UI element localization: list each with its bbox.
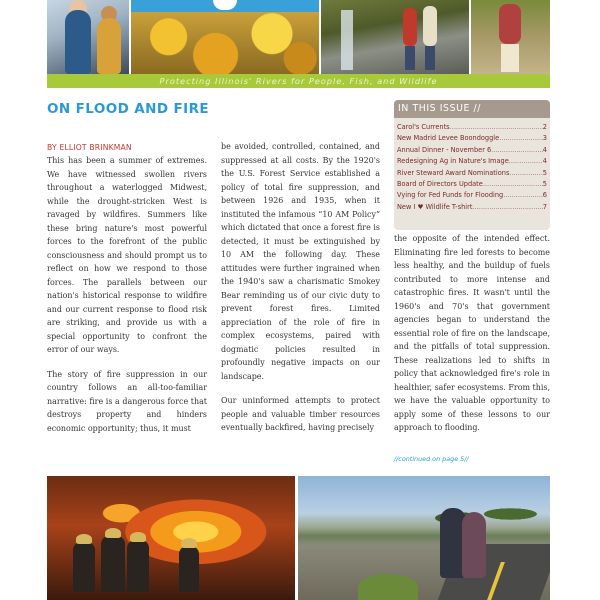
issue-item-page: 6 <box>542 191 547 200</box>
issue-item-river-steward-award[interactable] <box>397 168 547 179</box>
issue-item-board-update[interactable] <box>397 179 547 190</box>
article-column-1 <box>47 154 207 446</box>
paragraph: be avoided, controlled, contained, and suppressed at all costs. By the 1920's the U.S. Forest Service established a policy of total fire suppression, and between 1926 and 1935, when it instituted the infamous “10 AM Policy” which dictated that once a forest fire is detected, it must be extinguished by 10 AM the following day. These attitudes were further ingrained when the 1940's saw a charismatic Smokey Bear reminding us of our civic duty to prevent forest fires. Limited appreciation of the role of fire in complex ecosystems, paired with dogmatic policies resulted in profoundly negative impacts on our landscape. <box>221 142 380 381</box>
issue-item-page: 7 <box>542 202 547 211</box>
issue-item-label: New Madrid Levee Boondoggle <box>397 134 500 143</box>
tagline-bar <box>47 74 550 88</box>
in-this-issue-box <box>394 100 550 230</box>
issue-item-label: Carol's Currents <box>397 123 450 131</box>
wildfire-firefighters-photo <box>47 476 295 600</box>
children-at-river-photo <box>47 0 129 74</box>
bottom-photo-row <box>47 476 550 600</box>
issue-item-page: 2 <box>542 123 547 131</box>
issue-item-redesigning-ag[interactable] <box>397 156 547 167</box>
in-this-issue-title: IN THIS ISSUE // <box>398 103 481 114</box>
article-column-2 <box>221 140 380 446</box>
paragraph: Our uninformed attempts to protect people and valuable timber resources eventually backfired, having precisely <box>221 396 380 432</box>
issue-item-page: 4 <box>542 157 547 166</box>
hikers-waterfall-photo <box>321 0 469 74</box>
issue-item-page: 3 <box>542 134 547 143</box>
issue-item-label: River Steward Award Nominations <box>397 168 510 177</box>
flooded-road-photo <box>298 476 550 600</box>
autumn-leaves-photo <box>131 0 319 74</box>
article-headline: ON FLOOD AND FIRE <box>47 101 209 117</box>
tagline: Protecting Illinois' Rivers for People, Fish, and Wildlife <box>159 76 438 86</box>
issue-item-label: Board of Directors Update <box>397 179 483 188</box>
issue-item-page: 5 <box>542 179 547 188</box>
article-column-3 <box>394 232 550 446</box>
issue-item-new-madrid-levee[interactable] <box>397 133 547 144</box>
issue-item-page: 4 <box>542 145 547 154</box>
issue-item-carols-currents[interactable] <box>397 122 547 133</box>
issue-item-fed-funds[interactable] <box>397 190 547 201</box>
issue-item-label: Vying for Fed Funds for Flooding <box>397 191 504 200</box>
hiker-trail-photo <box>471 0 550 74</box>
paragraph: The story of fire suppression in our country follows an all-too-familiar narrative: fire is a dangerous force that destroys property and hinders economic opportunity; thus, it must <box>47 369 207 433</box>
header-photo-strip <box>47 0 550 74</box>
issue-item-label: New I ♥ Wildlife T-shirt <box>397 202 473 211</box>
issue-item-label: Redesigning Ag in Nature's Image <box>397 157 509 166</box>
in-this-issue-list <box>397 122 547 213</box>
issue-item-wildlife-tshirt[interactable] <box>397 202 547 213</box>
continued-link[interactable]: //continued on page 5// <box>394 455 469 463</box>
article-byline: BY ELLIOT BRINKMAN <box>47 143 132 152</box>
issue-item-label: Annual Dinner - November 6 <box>397 145 492 154</box>
in-this-issue-header <box>394 100 550 118</box>
issue-item-annual-dinner[interactable] <box>397 145 547 156</box>
issue-item-page: 5 <box>542 168 547 177</box>
paragraph: the opposite of the intended effect. Eliminating fire led forests to become less healthy, and the buildup of fuels contributed to more intense and catastrophic fires. It wasn't until the 1960's and 70's that government agencies began to understand the essential role of fire on the landscape, and the pitfalls of total suppression. These realizations led to shifts in policy that acknowledged fire's role in healthier, safer ecosystems. From this, we have the valuable opportunity to apply some of these lessons to our approach to flooding. <box>394 234 550 432</box>
paragraph: This has been a summer of extremes. We have witnessed swollen rivers throughout a waterlogged Midwest, while the drought-stricken West is ravaged by wildfires. Summers like these bring nature's most powerful forces to the forefront of the public consciousness and should prompt us to reflect on how we respond to those forces. The parallels between our nation's historical response to wildfire and our current response to flood risk are striking, and provide us with a special opportunity to confront the error of our ways. <box>47 156 207 354</box>
